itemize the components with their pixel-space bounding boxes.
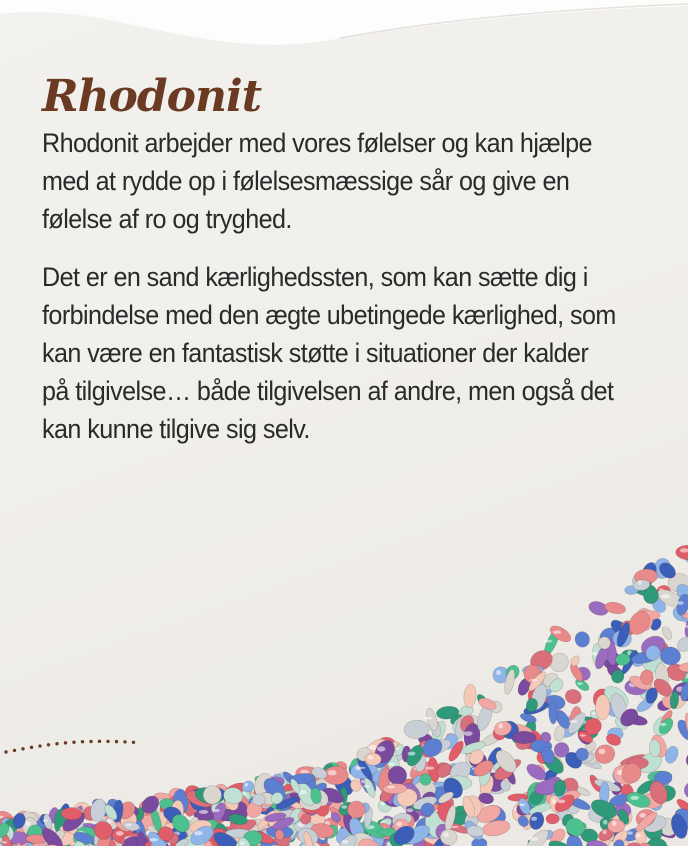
gemstone-chip [682,780,688,801]
paragraph-intro: Rhodonit arbejder med vores følelser og kan hjælpe med at rydde op i følelsesmæssige sår og give en følelse af ro og tryghed. [42,128,592,235]
gemstone-highlight [150,838,158,841]
gemstone-highlight [25,821,30,826]
gemstone-highlight [598,749,605,755]
gemstone-highlight [425,767,434,770]
gemstone-highlight [543,640,553,643]
gemstone-highlight [377,746,385,751]
text-content [42,71,688,448]
gemstone-highlight [408,752,416,756]
dotted-trail-dot [30,746,33,749]
gemstone-chip [595,695,610,720]
gemstone-highlight [531,817,537,821]
gemstone-highlight [239,842,244,845]
gemstone-highlight [558,800,566,804]
gemstone-highlight [580,734,586,737]
gemstone-highlight [627,831,633,834]
gemstone-highlight [569,720,578,723]
gemstone-highlight [213,809,220,812]
gemstone-highlight [661,594,671,598]
gemstone-highlight [577,682,582,685]
gemstone-highlight [676,601,684,604]
gemstone-highlight [519,803,525,806]
gemstone-chip [252,794,265,805]
dotted-trail-dot [89,740,92,743]
page-title: Rhodonit [42,71,262,122]
dotted-trail-dot [47,743,50,746]
gemstone-highlight [328,770,337,776]
dotted-trail-dot [132,741,135,744]
gemstone-highlight [639,813,646,818]
gemstone-highlight [387,786,395,789]
gemstone-pile-image [0,520,688,846]
gemstone-chip [420,774,431,786]
gemstone-highlight [498,723,503,728]
gemstone-highlight [396,822,402,826]
gemstone-highlight [528,837,538,841]
gemstone-chip [546,814,559,824]
gemstone-highlight [530,679,538,681]
gemstone-highlight [496,670,502,675]
gemstone-highlight [638,580,642,585]
gemstone-highlight [245,783,249,787]
dotted-trail-dot [4,750,7,753]
dotted-trail-dot [98,740,101,743]
gemstone-highlight [636,834,641,837]
gemstone-highlight [683,625,688,627]
dotted-trail-dot [38,744,41,747]
dotted-trail-dot [72,741,75,744]
dotted-trail-dot [123,740,126,743]
gemstone-highlight [341,805,347,809]
gemstone-highlight [603,830,607,835]
dotted-trail-dot [55,742,58,745]
gemstone-chip [640,670,653,685]
dotted-trail-dot [21,747,24,750]
gemstone-highlight [43,819,48,821]
gemstone-highlight [660,723,666,726]
gemstone-chip [512,731,536,744]
gemstone-highlight [603,820,608,825]
gemstone-chip [675,545,688,560]
dotted-trail-dot [64,741,67,744]
gemstone-highlight [387,763,394,766]
dotted-trail-dot [81,740,84,743]
dotted-trail-dot [106,740,109,743]
gemstone-chip [607,819,625,833]
gemstone-chip [564,688,583,706]
gemstone-highlight [395,748,399,750]
gemstone-highlight [194,831,203,836]
gemstone-highlight [242,792,246,794]
gemstone-highlight [464,731,473,736]
gemstone-chip [573,630,591,649]
gemstone-highlight [552,799,556,805]
paragraph-love-stone: Det er en sand kærlighedssten, som kan sætte dig i forbindelse med den ægte ubetingede kærlighed, som kan være en fantastisk støtte i situationer der kalder på tilgivelse… både tilgivelsen af andre, men også det kan kunne tilgive sig selv. [42,262,616,445]
gemstone-highlight [341,840,348,844]
gemstone-highlight [612,821,617,826]
dotted-trail-dot [13,749,16,752]
dotted-trail-dot [115,740,118,743]
gemstone-chip [463,684,477,708]
gemstone-highlight [592,712,596,715]
gemstone-highlight [630,796,639,800]
gemstone-chip [203,785,222,804]
gemstone-highlight [443,832,449,837]
gemstone-highlight [553,630,561,634]
gemstone-highlight [424,717,432,720]
gemstone-highlight [0,841,7,843]
gemstone-highlight [126,824,132,827]
gemstone-highlight [357,767,366,769]
gemstone-highlight [116,831,124,836]
gemstone-highlight [368,756,374,760]
gemstone-highlight [363,785,370,787]
